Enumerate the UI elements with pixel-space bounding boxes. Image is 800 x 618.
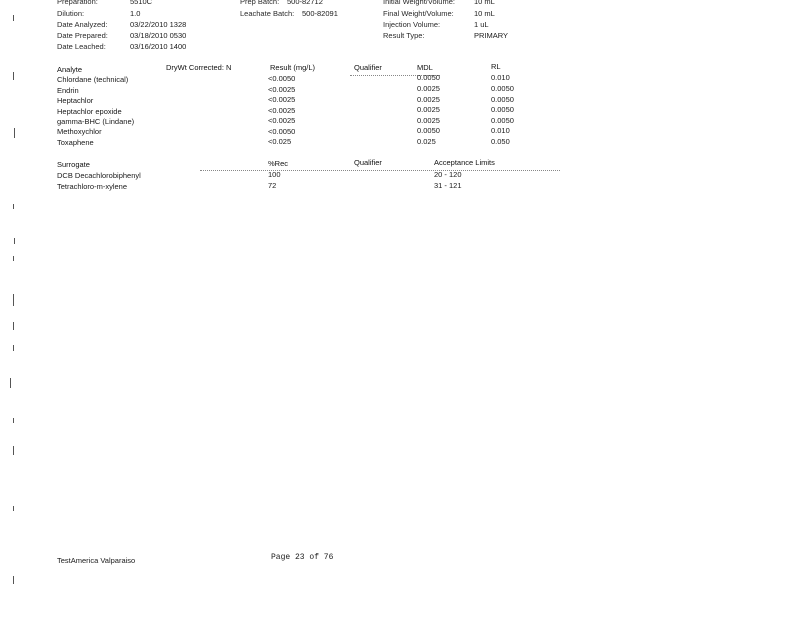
dilution-label: Dilution: <box>57 9 85 18</box>
surrogate-limits: 31 - 121 <box>434 181 462 190</box>
dilution-value: 1.0 <box>130 9 141 18</box>
mdl-header: MDL <box>417 63 433 72</box>
analyte-name: gamma-BHC (Lindane) <box>57 117 135 126</box>
date-prepared-value: 03/18/2010 0530 <box>130 31 187 40</box>
analyte-result: <0.0025 <box>268 85 296 94</box>
analyte-mdl: 0.025 <box>417 137 436 146</box>
analyte-result: <0.0025 <box>268 116 296 125</box>
analyte-mdl: 0.0050 <box>417 73 440 82</box>
surrogate-limits: 20 - 120 <box>434 170 462 179</box>
date-analyzed-value: 03/22/2010 1328 <box>130 20 187 29</box>
initial-weight-label: Initial Weight/Volume: <box>383 0 455 6</box>
final-weight-label: Final Weight/Volume: <box>383 9 454 18</box>
analyte-header: Analyte <box>57 65 83 74</box>
acceptance-limits-header: Acceptance Limits <box>434 158 495 167</box>
analyte-rl: 0.050 <box>491 137 510 146</box>
date-prepared-label: Date Prepared: <box>57 31 108 40</box>
date-leached-label: Date Leached: <box>57 42 106 51</box>
analyte-rl: 0.0050 <box>491 84 514 93</box>
date-leached-value: 03/16/2010 1400 <box>130 42 187 51</box>
final-weight-value: 10 mL <box>474 9 495 18</box>
analyte-name: Toxaphene <box>57 138 94 147</box>
qualifier-header: Qualifier <box>354 63 382 72</box>
analyte-rl: 0.0050 <box>491 116 514 125</box>
result-type-label: Result Type: <box>383 31 425 40</box>
result-type-value: PRIMARY <box>474 31 509 40</box>
preparation-label: Preparation: <box>57 0 98 6</box>
analyte-result: <0.0025 <box>268 95 296 104</box>
surrogate-rec: 72 <box>268 181 277 190</box>
prep-batch-label: Prep Batch: <box>240 0 280 6</box>
rl-header: RL <box>491 62 501 71</box>
analyte-rl: 0.010 <box>491 73 510 82</box>
analyte-name: Chlordane (technical) <box>57 75 129 84</box>
analyte-mdl: 0.0025 <box>417 116 440 125</box>
injection-volume-value: 1 uL <box>474 20 489 29</box>
rec-header: %Rec <box>268 159 289 168</box>
leachate-batch-value: 500-82091 <box>302 9 338 18</box>
page-number: Page 23 of 76 <box>271 553 334 562</box>
leachate-batch-label: Leachate Batch: <box>240 9 295 18</box>
analyte-name: Methoxychlor <box>57 127 102 136</box>
surrogate-qualifier-header: Qualifier <box>354 158 382 167</box>
surrogate-name: DCB Decachlorobiphenyl <box>57 171 141 180</box>
injection-volume-label: Injection Volume: <box>383 20 441 29</box>
surrogate-name: Tetrachloro-m-xylene <box>57 182 128 191</box>
analyte-mdl: 0.0025 <box>417 105 440 114</box>
analyte-result: <0.025 <box>268 137 292 146</box>
analyte-rl: 0.0050 <box>491 95 514 104</box>
result-header: Result (mg/L) <box>270 63 316 72</box>
surrogate-header: Surrogate <box>57 160 90 169</box>
date-analyzed-label: Date Analyzed: <box>57 20 108 29</box>
analyte-mdl: 0.0025 <box>417 84 440 93</box>
analyte-name: Heptachlor <box>57 96 94 105</box>
analyte-result: <0.0050 <box>268 74 296 83</box>
surrogate-rec: 100 <box>268 170 281 179</box>
analyte-rl: 0.010 <box>491 126 510 135</box>
preparation-value: 5510C <box>130 0 153 6</box>
analyte-mdl: 0.0050 <box>417 126 440 135</box>
analyte-result: <0.0050 <box>268 127 296 136</box>
analyte-result: <0.0025 <box>268 106 296 115</box>
analyte-name: Heptachlor epoxide <box>57 107 122 116</box>
lab-name: TestAmerica Valparaiso <box>57 556 136 565</box>
initial-weight-value: 10 mL <box>474 0 495 6</box>
analyte-mdl: 0.0025 <box>417 95 440 104</box>
analyte-name: Endrin <box>57 86 79 95</box>
prep-batch-value: 500-82712 <box>287 0 323 6</box>
drywt-header: DryWt Corrected: N <box>166 63 232 72</box>
analyte-rl: 0.0050 <box>491 105 514 114</box>
